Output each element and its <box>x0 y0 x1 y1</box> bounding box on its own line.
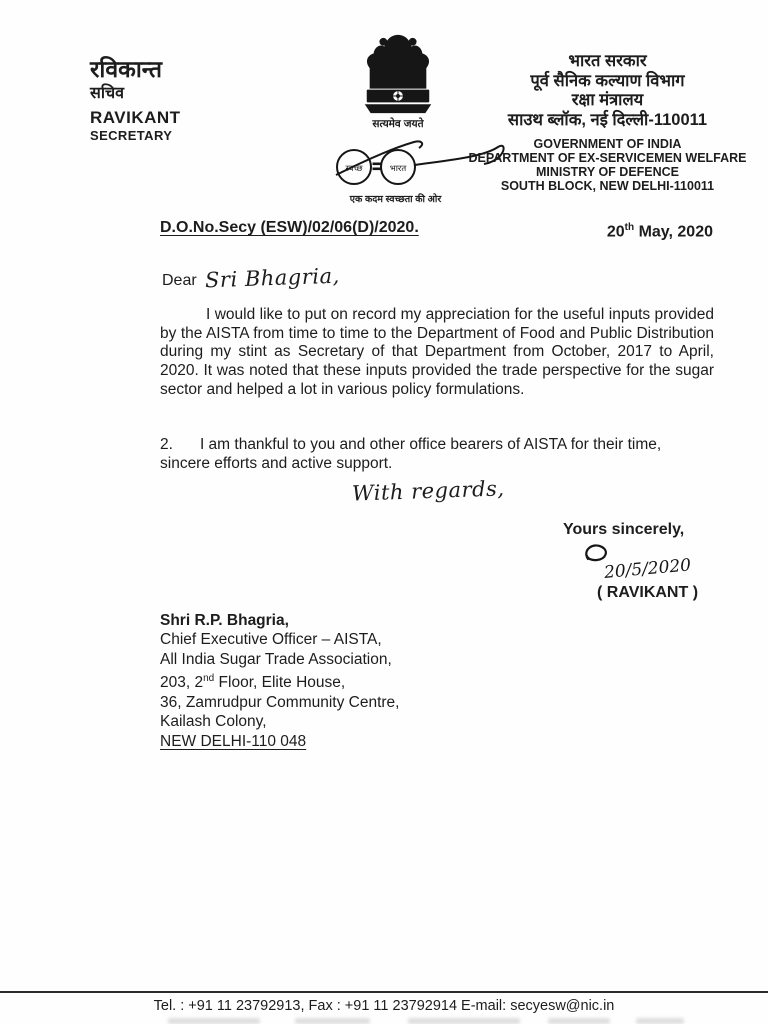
sender-title-hindi: सचिव <box>90 85 125 102</box>
ministry-hindi-line: रक्षा मंत्रालय <box>571 91 644 109</box>
salutation-handwritten-name: Sri Bhagria, <box>204 263 340 293</box>
date-suffix: th <box>624 222 635 233</box>
reference-row <box>160 219 713 241</box>
date-day: 20 <box>606 223 625 241</box>
body-paragraph-2 <box>160 436 714 473</box>
scan-artifact <box>548 1018 610 1024</box>
scan-artifact <box>408 1018 520 1024</box>
swachh-tagline: एक कदम स्वच्छता की ओर <box>349 194 442 205</box>
handwritten-regards <box>351 476 505 506</box>
scan-artifact <box>295 1018 370 1024</box>
dept-hindi-line: पूर्व सैनिक कल्याण विभाग <box>530 71 685 90</box>
sender-identity-block <box>90 55 181 144</box>
scan-artifact <box>636 1018 684 1024</box>
scan-artifact <box>168 1018 260 1024</box>
lens-text-bharat: भारत <box>389 163 407 173</box>
recipient-city-pin: NEW DELHI-110 048 <box>160 732 307 750</box>
emblem-motto: सत्यमेव जयते <box>372 118 424 130</box>
recipient-address-line-2: 36, Zamrudpur Community Centre, <box>160 693 400 711</box>
recipient-address-line-3: Kailash Colony, <box>160 713 267 731</box>
paragraph-2-text: I am thankful to you and other office bearers of AISTA for their time, sincere efforts and active support. <box>160 436 662 472</box>
address-english-line: SOUTH BLOCK, NEW DELHI-110011 <box>500 179 715 193</box>
signatory-name: ( RAVIKANT ) <box>597 584 699 601</box>
recipient-organisation: All India Sugar Trade Association, <box>160 650 392 668</box>
addr-ordinal: nd <box>203 673 215 685</box>
national-emblem <box>350 32 446 131</box>
footer-contact-line: Tel. : +91 11 23792913, Fax : +91 11 23792914 E-mail: secyesw@nic.in <box>153 998 615 1014</box>
dept-english-line: DEPARTMENT OF EX-SERVICEMEN WELFARE <box>468 151 747 165</box>
footer-divider <box>0 991 768 993</box>
sender-title-english: SECRETARY <box>90 128 173 143</box>
paragraph-number: 2. <box>160 436 173 453</box>
reference-number: D.O.No.Secy (ESW)/02/06(D)/2020. <box>160 219 419 236</box>
lens-text-swachh: स्वच्छ <box>345 163 363 173</box>
addr-pre: 203, 2 <box>160 674 204 692</box>
recipient-address-line-1 <box>160 669 399 693</box>
sender-name-hindi: रविकान्त <box>90 56 162 82</box>
salutation-printed: Dear <box>162 272 197 289</box>
recipient-designation: Chief Executive Officer – AISTA, <box>160 631 382 649</box>
body-paragraph-1: I would like to put on record my appreciation for the useful inputs provided by the AISTA from time to time to the Department of Food and Public Distribution during my stint as Secretary of that Department from October, 2017 to April, 2020. It was noted that these inputs provided the trade perspective for the sugar sector and helped a lot in various policy formulations. <box>160 306 714 398</box>
salutation <box>162 263 340 293</box>
govt-english-line: GOVERNMENT OF INDIA <box>533 137 682 151</box>
department-block <box>455 52 760 193</box>
recipient-address <box>160 611 399 751</box>
address-hindi-line: साउथ ब्लॉक, नई दिल्ली-110011 <box>507 110 708 129</box>
recipient-name: Shri R.P. Bhagria, <box>160 612 289 629</box>
ashoka-lion-capital-icon <box>354 32 442 116</box>
regards-text: With regards, <box>351 476 505 506</box>
govt-hindi-line: भारत सरकार <box>568 52 647 70</box>
addr-post: Floor, Elite House, <box>214 674 346 692</box>
valediction: Yours sincerely, <box>563 521 685 538</box>
ministry-english-line: MINISTRY OF DEFENCE <box>535 165 680 179</box>
signature-date-text: 20/5/2020 <box>603 555 692 583</box>
sender-name-english: RAVIKANT <box>90 108 181 127</box>
signature-scribble-icon <box>578 540 698 586</box>
letter-date <box>607 222 713 241</box>
date-rest: May, 2020 <box>634 223 713 241</box>
